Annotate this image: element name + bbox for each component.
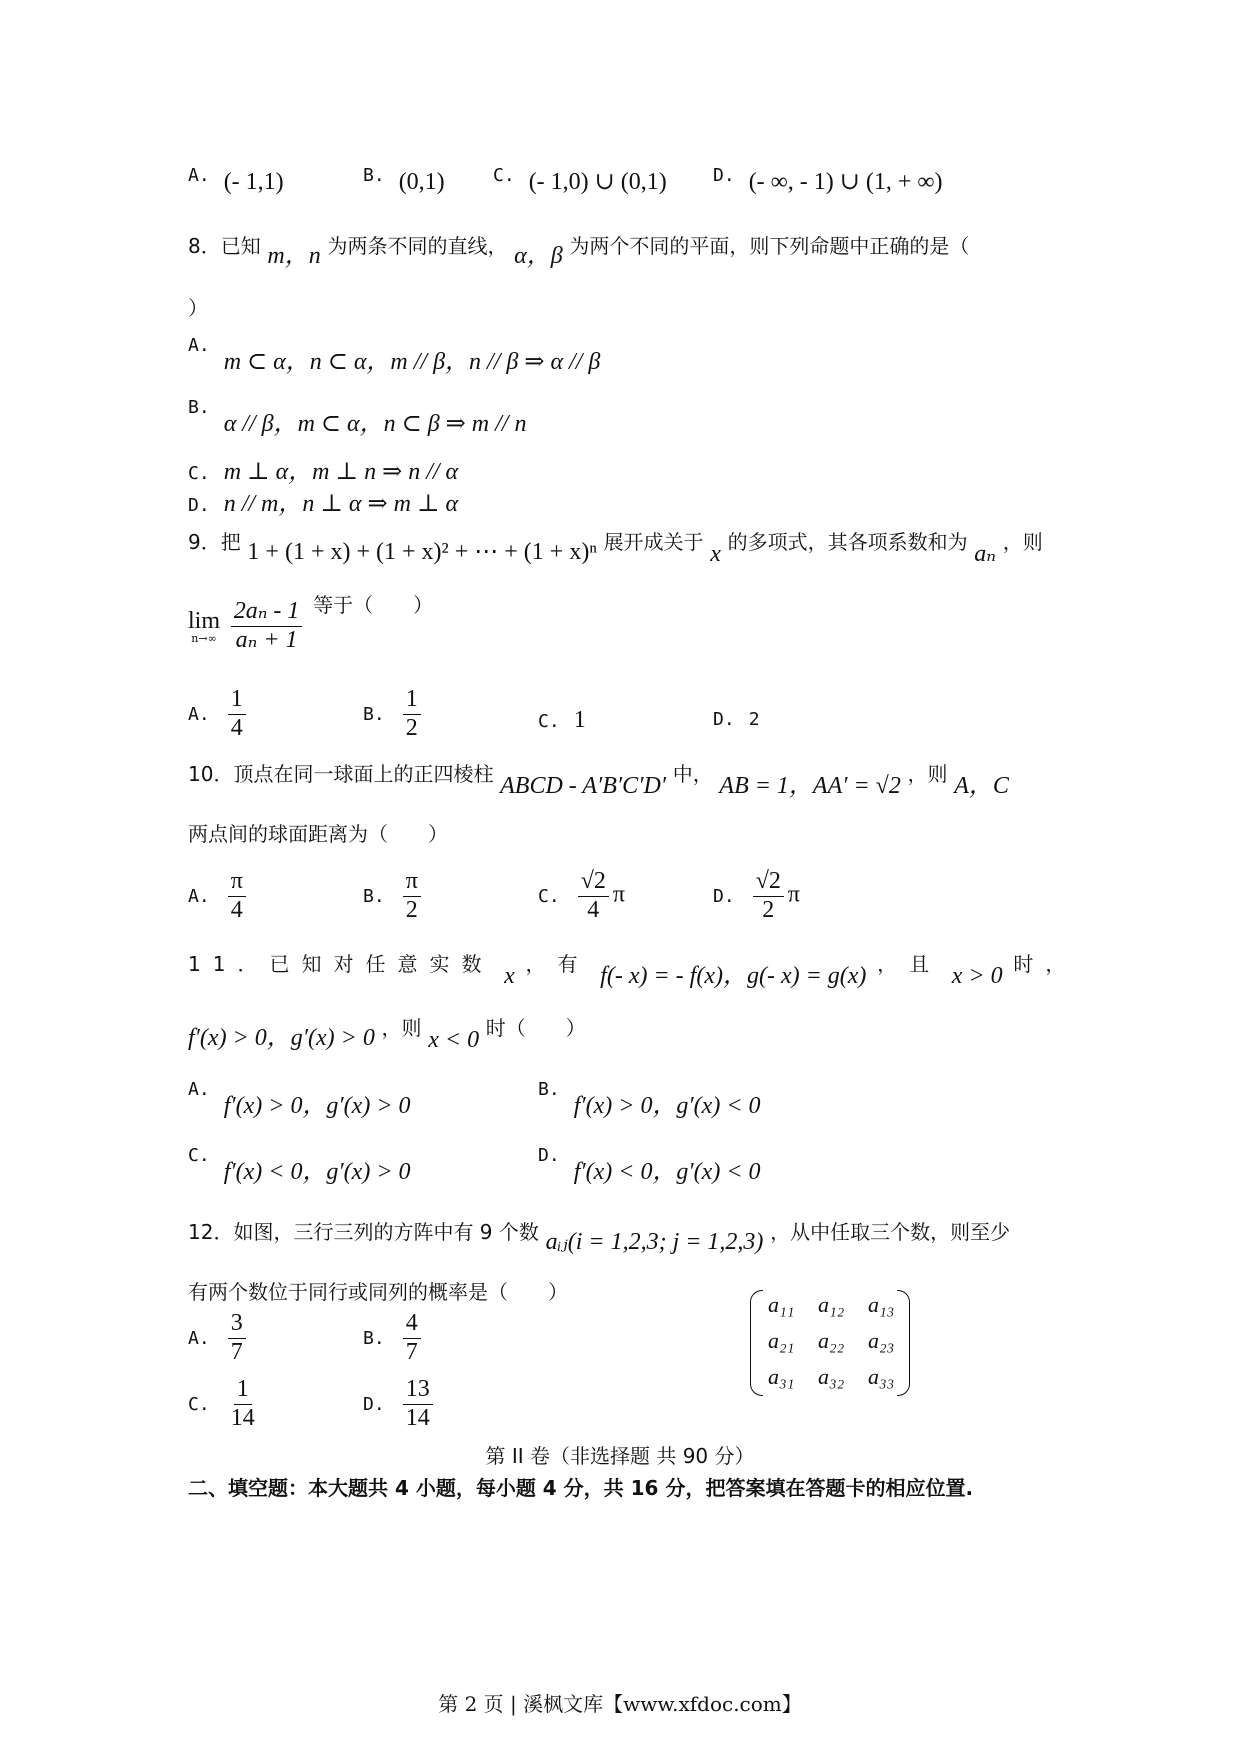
matrix-cell: a₃₃ (868, 1364, 895, 1389)
q7-option-c: (- 1,0) ∪ (0,1) (528, 169, 667, 195)
q8-stem-close: ） (188, 296, 208, 320)
q8-option-b-row: B.α // β，m ⊂ α，n ⊂ β ⇒ m // n (188, 397, 527, 437)
q8-stem: 8．已知 m，n 为两条不同的直线， α，β 为两个不同的平面，则下列命题中正确的是（ (188, 234, 970, 269)
q12-matrix (750, 1290, 910, 1398)
q11-stem-line2: f′(x) > 0，g′(x) > 0 ，则 x < 0 时（ ） (188, 1016, 586, 1053)
matrix-cell: a₃₁ (768, 1364, 795, 1389)
q9-stem: 9．把 1 + (1 + x) + (1 + x)² + ⋯ + (1 + x)ⁿ 展开成关于 x 的多项式，其各项系数和为 aₙ ，则 (188, 530, 1043, 567)
q8-option-c-row: C. m ⊥ α，m ⊥ n ⇒ n // α (188, 459, 459, 485)
q12-stem: 12．如图，三行三列的方阵中有 9 个数 aᵢⱼ(i = 1,2,3; j = 1,2,3) ，从中任取三个数，则至少 (188, 1220, 1011, 1255)
q12-stem-line2: 有两个数位于同行或同列的概率是（ ） (188, 1280, 568, 1304)
q9-limit: lim n→∞ $\frac{\text{2aₙ - 1}}{\text{aₙ + 1}}$ 等于（ ） (188, 592, 434, 653)
q7-label-d: D. (713, 165, 735, 186)
q10-stem: 10．顶点在同一球面上的正四棱柱 ABCD - A′B′C′D′ 中， AB = 1，AA′ = √2 ，则 A，C (188, 762, 1009, 799)
q11-option-b: f′(x) > 0，g′(x) < 0 (573, 1093, 761, 1119)
exam-page: A. (- 1,1) B. (0,1) C. (- 1,0) ∪ (0,1) D. (- ∞, - 1) ∪ (1, + ∞) 8．已知 m，n 为两条不同的直线， α，β 为两个不同的平面，则下列命题中正确的是（ ） A.m ⊂ α，n ⊂ α，m // β，n // β ⇒ α // β B.α // β，m ⊂ α，n ⊂ β ⇒ m // n C. m ⊥ α，m ⊥ n ⇒ n // α D. n // m，n ⊥ α ⇒ m ⊥ α 9．把 1 + (1 + x) + (1 + x)² + ⋯ + (1 + x)ⁿ 展开成关于 x 的多项式，其各项系数和为 aₙ ，则 lim n→∞ $\frac{\text{2aₙ - 1}}{\text{aₙ + 1}}$ 等于（ ） A. $\frac{1}{4}$ B. $\frac{1}{2}$ C. 1 D. 2 10．顶点在同一球面上的正四棱柱 ABCD - A′B′C′D′ 中， AB = 1，AA′ = √2 ，则 A，C 两点间的球面距离为（ ） A. $\frac{\pi}{4}$ B. $\frac{\pi}{2}$ C. $\frac{√2}{4}$ π D. $\frac{√2}{2}$ π 11．已知对任意实数 x ，有 f(- x) = - f(x)，g(- x) = g(x) ，且 x > 0 时， f′(x) > 0，g′(x) > 0 ，则 x < 0 时（ ） A.f′(x) > 0，g′(x) > 0 B.f′(x) > 0，g′(x) < 0 C.f′(x) < 0，g′(x) > 0 D.f′(x) < 0，g′(x) < 0 12．如图，三行三列的方阵中有 9 个数 aᵢⱼ(i = 1,2,3; j = 1,2,3) ，从中任取三个数，则至少 有两个数位于同行或同列的概率是（ ） A. $\frac{3}{7}$ B. $\frac{4}{7}$ C. $\frac{1}{14}$ D. $\frac{13}{14}$ a₁₁ a₁₂ a₁₃ a₂₁ a₂₂ a₂₃ a₃₁ a₃₂ a₃₃ 第 II 卷（非选择题 共 90 分） 二、填空题：本大题共 4 小题，每小题 4 分，共 16 分，把答案填在答题卡的相应位置. 第 2 页 | 溪枫文库【www.xfdoc.com】 (0, 0, 1240, 1754)
q10-stem-line2: 两点间的球面距离为（ ） (188, 822, 448, 846)
q11-option-a: f′(x) > 0，g′(x) > 0 (223, 1093, 411, 1119)
q8-option-a: m ⊂ α，n ⊂ α，m // β，n // β ⇒ α // β (223, 349, 601, 375)
q7-option-b: (0,1) (398, 169, 445, 195)
matrix-left-paren (750, 1290, 763, 1396)
page-footer: 第 2 页 | 溪枫文库【www.xfdoc.com】 (438, 1692, 802, 1716)
q7-option-a: (- 1,1) (223, 169, 284, 195)
q11-option-d: f′(x) < 0，g′(x) < 0 (573, 1159, 761, 1185)
matrix-right-paren (897, 1290, 910, 1396)
q8-option-d: n // m，n ⊥ α ⇒ m ⊥ α (223, 491, 459, 517)
matrix-cell: a₂₃ (868, 1328, 895, 1353)
q8-option-a-row: A.m ⊂ α，n ⊂ α，m // β，n // β ⇒ α // β (188, 335, 601, 375)
q8-option-b: α // β，m ⊂ α，n ⊂ β ⇒ m // n (223, 411, 527, 437)
section-heading: 二、填空题：本大题共 4 小题，每小题 4 分，共 16 分，把答案填在答题卡的相应位置. (188, 1476, 974, 1500)
section-title: 第 II 卷（非选择题 共 90 分） (485, 1444, 755, 1468)
q7-label-c: C. (493, 165, 515, 186)
q8-option-c: m ⊥ α，m ⊥ n ⇒ n // α (223, 459, 459, 485)
matrix-cell: a₂₂ (818, 1328, 845, 1353)
matrix-cell: a₁₂ (818, 1292, 845, 1317)
q7-option-d: (- ∞, - 1) ∪ (1, + ∞) (748, 169, 943, 195)
q7-label-b: B. (363, 165, 385, 186)
matrix-cell: a₁₃ (868, 1292, 895, 1317)
matrix-cell: a₂₁ (768, 1328, 795, 1353)
q9-expression: 1 + (1 + x) + (1 + x)² + ⋯ + (1 + x)ⁿ (247, 539, 597, 565)
q8-option-d-row: D. n // m，n ⊥ α ⇒ m ⊥ α (188, 491, 459, 517)
q7-label-a: A. (188, 165, 210, 186)
q11-option-c: f′(x) < 0，g′(x) > 0 (223, 1159, 411, 1185)
q11-stem: 11．已知对任意实数 x ，有 f(- x) = - f(x)，g(- x) = g(x) ，且 x > 0 时， (188, 952, 1078, 989)
matrix-cell: a₃₂ (818, 1364, 845, 1389)
matrix-cell: a₁₁ (768, 1292, 795, 1317)
